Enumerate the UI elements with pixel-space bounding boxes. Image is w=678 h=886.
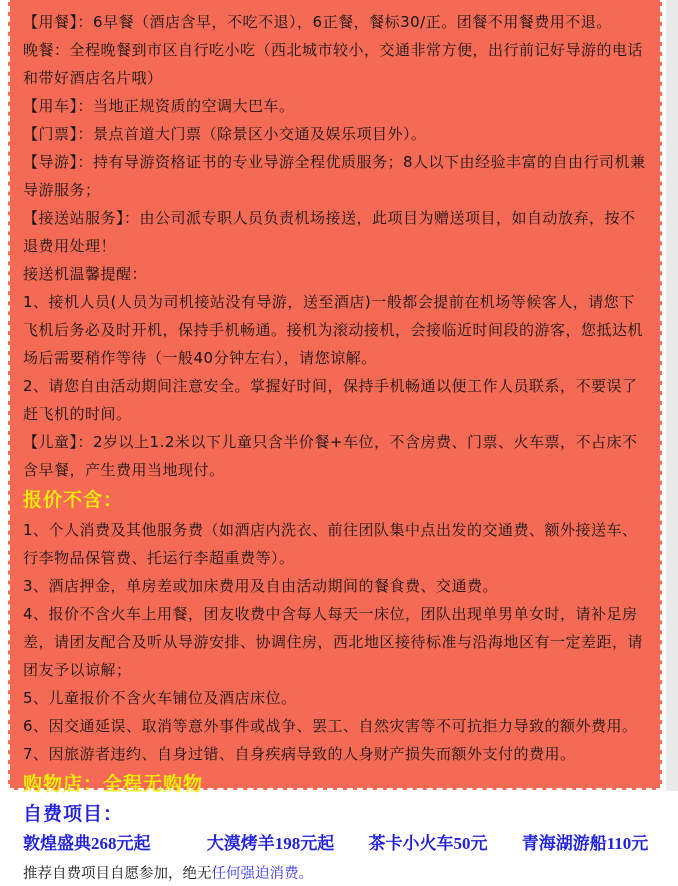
tickets-line: 【门票】：景点首道大门票（除景区小交通及娱乐项目外）。 — [23, 125, 427, 143]
tour-terms-sheet — [8, 0, 662, 882]
meals-line: 【用餐】：6早餐（酒店含早，不吃不退），6正餐，餐标30/正。团餐不用餐费用不退。 — [23, 13, 612, 31]
pickup-notice-title: 接送机温馨提醒： — [23, 265, 148, 283]
optional-items-heading: 自费项目： — [23, 803, 124, 825]
transfer-service-line: 【接送站服务】：由公司派专职人员负责机场接送，此项目为赠送项目，如自动放弃，按不退费用处理！ — [23, 209, 636, 255]
optional-item-chaka: 茶卡小火车50元 — [368, 834, 488, 853]
exclusion-item: 4、报价不含火车上用餐，团友收费中含每人每天一床位，团队出现单男单女时，请补足房差，请团友配合及听从导游安排、协调住房，西北地区接待标准与沿海地区有一定差距，请团友予以谅解； — [23, 605, 644, 679]
exclusion-item: 1、个人消费及其他服务费（如酒店内洗衣、前往团队集中点出发的交通费、额外接送车、行李物品保管费、托运行李超重费等）。 — [23, 521, 638, 567]
exclusion-item: 3、酒店押金，单房差或加床费用及自由活动期间的餐食费、交通费。 — [23, 577, 499, 595]
no-forced-shopping-link[interactable]: 任何强迫消费。 — [211, 866, 313, 882]
pickup-notice-item: 1、接机人员(人员为司机接站没有导游，送至酒店)一般都会提前在机场等候客人，请您下飞机后务必及时开机，保持手机畅通。接机为滚动接机，会接临近时间段的游客，您抵达机场后需要稍作等待（一般40分钟左右），请您谅解。 — [23, 293, 644, 367]
optional-item-qinghai: 青海湖游船110元 — [521, 834, 649, 853]
guide-line: 【导游】：持有导游资格证书的专业导游全程优质服务；8人以下由经验丰富的自由行司机兼导游服务； — [23, 153, 646, 199]
exclusions-heading: 报价不含： — [23, 489, 124, 511]
exclusion-item: 7、因旅游者违约、自身过错、自身疾病导致的人身财产损失而额外支付的费用。 — [23, 745, 576, 763]
pickup-notice-item: 2、请您自由活动期间注意安全。掌握好时间，保持手机畅通以便工作人员联系，不要误了赶飞机的时间。 — [23, 377, 638, 423]
optional-item-dunhuang: 敦煌盛典268元起 — [23, 834, 151, 853]
vehicle-line: 【用车】：当地正规资质的空调大巴车。 — [23, 97, 295, 115]
shopping-heading: 购物店：全程无购物 — [23, 773, 204, 795]
exclusion-item: 6、因交通延误、取消等意外事件或战争、罢工、自然灾害等不可抗拒力导致的额外费用。 — [23, 717, 638, 735]
optional-item-damo: 大漠烤羊198元起 — [206, 834, 335, 853]
optional-footer-text: 推荐自费项目自愿参加，绝无 — [23, 866, 212, 882]
page-right-gutter — [666, 0, 678, 791]
optional-footer-line — [23, 862, 650, 886]
optional-items-price-row — [23, 830, 650, 858]
dinner-line: 晚餐：全程晚餐到市区自行吃小吃（西北城市较小，交通非常方便，出行前记好导游的电话和带好酒店名片哦） — [23, 41, 644, 87]
exclusion-item: 5、儿童报价不含火车铺位及酒店床位。 — [23, 689, 297, 707]
children-policy-line: 【儿童】：2岁以上1.2米以下儿童只含半价餐+车位，不含房费、门票、火车票，不占床不含早餐，产生费用当地现付。 — [23, 433, 638, 479]
